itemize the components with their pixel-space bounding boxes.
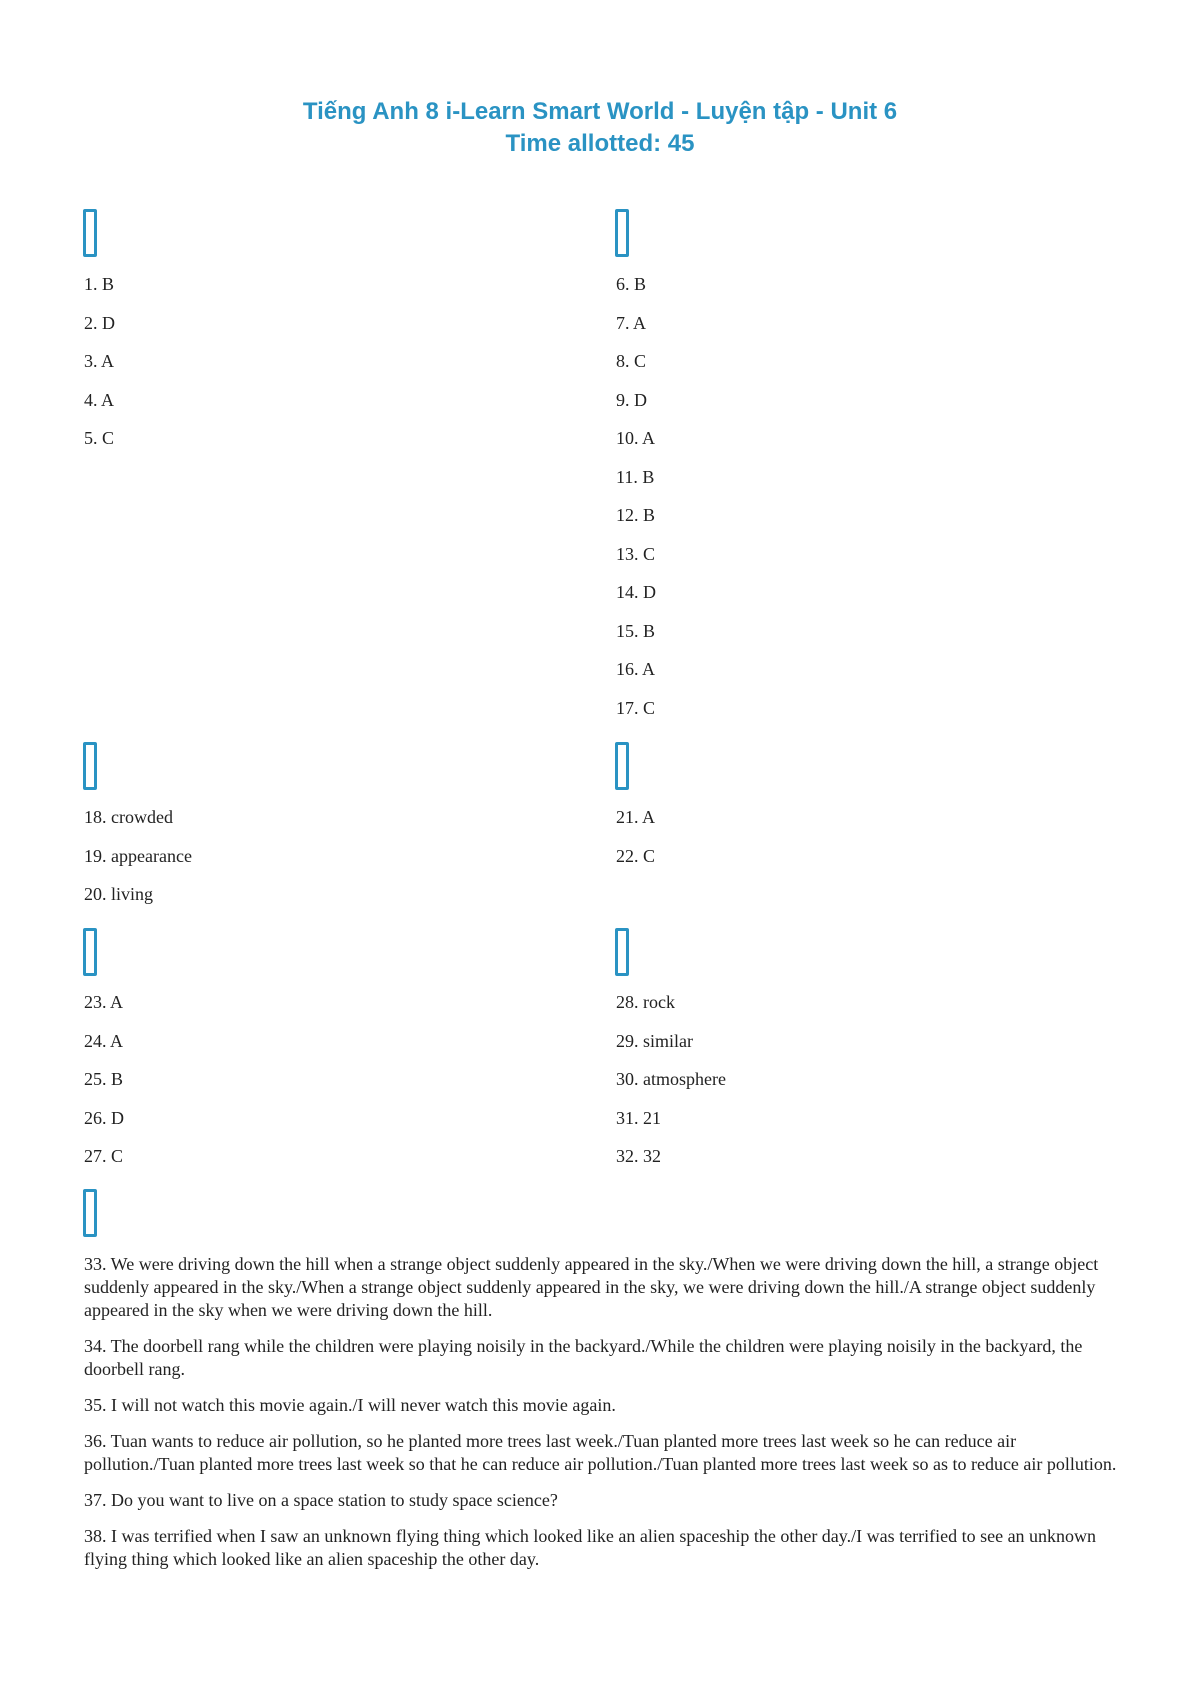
section-marker-icon [615,209,629,257]
answer-item: 19. appearance [84,845,192,866]
answer-item: 10. A [616,428,656,448]
answer-item: 32. 32 [616,1146,661,1166]
answer-item: 13. C [616,543,656,564]
answer-item: 16. A [616,659,656,679]
section-marker-icon [615,742,629,790]
section-marker-icon [83,928,97,976]
answer-item: 3. A [84,351,115,371]
answers-column-left [84,274,115,467]
answer-item: 17. C [616,697,656,718]
answer-item: 26. D [84,1107,124,1128]
answer-sentence: 33. We were driving down the hill when a strange object suddenly appeared in the sky./When we were driving down the hill, a strange object suddenly appeared in the sky./When a strange object suddenly appeared in the sky, we were driving down the hill./A strange object suddenly appeared in the sky when we were driving down the hill. [84,1254,1099,1320]
answers-column-right [616,807,655,884]
answer-item: 14. D [616,582,656,602]
answer-item: 7. A [616,312,647,333]
answer-sentence: 38. I was terrified when I saw an unknown flying thing which looked like an alien spaceship the other day./I was terrified to see an unknown flying thing which looked like an alien spaceship the other day. [84,1526,1097,1569]
document-title: Tiếng Anh 8 i-Learn Smart World - Luyện tập - Unit 6 [302,98,898,125]
section-marker-icon [83,1189,97,1237]
answer-item: 8. C [616,351,647,371]
time-allotted: Time allotted: 45 [505,130,695,157]
answer-item: 5. C [84,428,115,448]
answer-item: 4. A [84,389,115,410]
answer-item: 1. B [84,274,115,294]
answer-item: 23. A [84,992,124,1012]
answer-item: 28. rock [616,992,675,1012]
answer-item: 12. B [616,505,656,525]
answer-sentence: 35. I will not watch this movie again./I will never watch this movie again. [84,1395,616,1415]
answer-item: 24. A [84,1030,124,1051]
answer-item: 15. B [616,620,656,641]
answer-item: 6. B [616,274,647,294]
document-header [0,96,1200,160]
answer-item: 30. atmosphere [616,1069,726,1089]
answers-column-right [616,274,656,736]
answer-sentence: 34. The doorbell rang while the children were playing noisily in the backyard./While the children were playing noisily in the backyard, the doorbell rang. [84,1336,1083,1379]
answer-item: 21. A [616,807,656,827]
section-marker-icon [83,209,97,257]
answer-item: 25. B [84,1069,124,1089]
answer-item: 18. crowded [84,807,173,827]
answer-sentence: 36. Tuan wants to reduce air pollution, so he planted more trees last week./Tuan planted more trees last week so he can reduce air pollution./Tuan planted more trees last week so that he can reduce air pollution./Tuan planted more trees last week so as to reduce air pollution. [84,1431,1117,1474]
section-marker-icon [83,742,97,790]
answer-item: 22. C [616,845,656,866]
writing-answers [84,1253,1130,1584]
answer-item: 20. living [84,884,154,904]
answers-column-left [84,992,124,1185]
answer-item: 9. D [616,389,647,410]
answer-item: 29. similar [616,1030,693,1051]
answer-item: 31. 21 [616,1107,661,1128]
answer-item: 27. C [84,1146,124,1166]
section-marker-icon [615,928,629,976]
answers-column-left [84,807,192,923]
answer-item: 2. D [84,312,115,333]
answer-item: 11. B [616,466,655,487]
answer-sentence: 37. Do you want to live on a space station to study space science? [84,1490,558,1510]
answers-column-right [616,992,726,1185]
